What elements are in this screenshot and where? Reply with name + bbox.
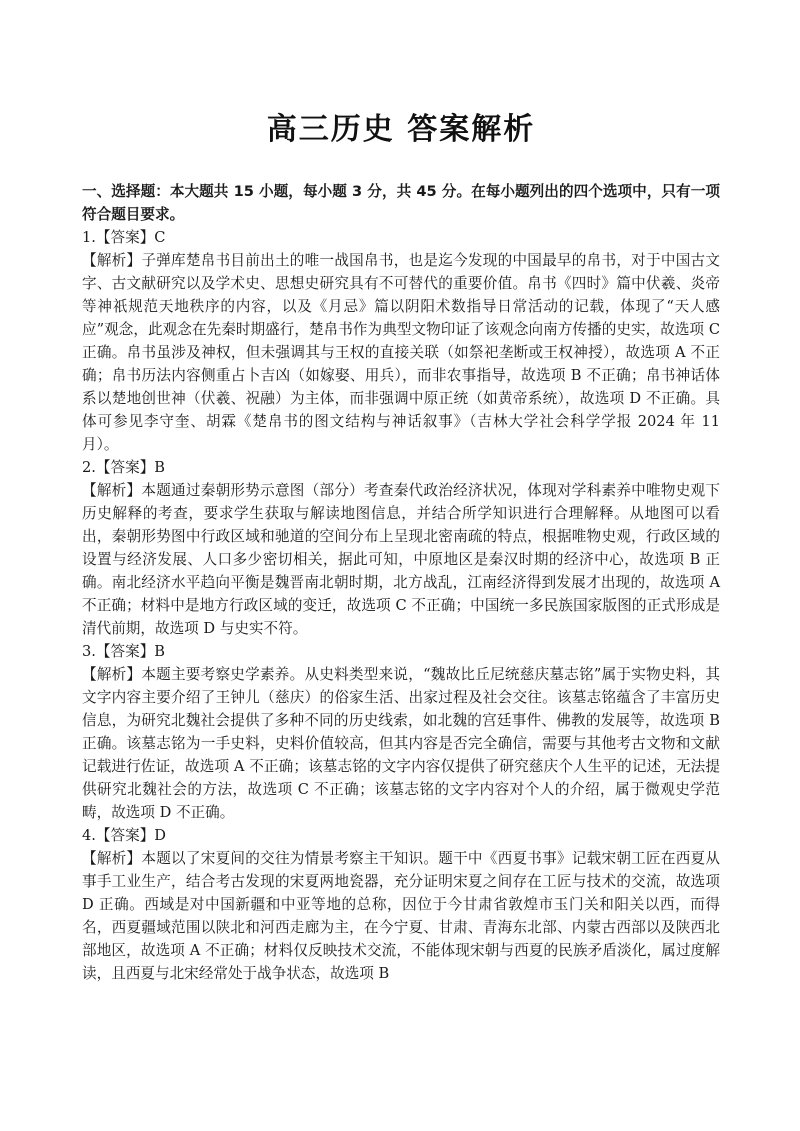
question-3-explanation: 【解析】本题主要考察史学素养。从史料类型来说，“魏故比丘尼统慈庆墓志铭”属于实物史料，其文字内容主要介绍了王钟儿（慈庆）的俗家生活、出家过程及社会交往。该墓志铭蕴含了丰富历史信息，为研究北魏社会提供了多种不同的历史线索，如北魏的宫廷事件、佛教的发展等，故选项 B 正确。该墓志铭为一手史料，史料价值较高，但其内容是否完全确信，需要与其他考古文物和文献记载进行佐证，故选项 A 不正确；该墓志铭的文字内容仅提供了研究慈庆个人生平的记述，无法提供研究北魏社会的方法，故选项 C 不正确；该墓志铭的文字内容对个人的介绍，属于微观史学范畴，故选项 D 不正确。	[82, 666, 720, 821]
question-4	[82, 824, 720, 985]
question-4-answer: 4.【答案】D	[82, 827, 166, 844]
page-title: 高三历史 答案解析	[266, 112, 536, 147]
answer-document	[82, 110, 720, 985]
question-1-explanation: 【解析】子弹库楚帛书目前出土的唯一战国帛书，也是迄今发现的中国最早的帛书，对于中国古文字、古文献研究以及学术史、思想史研究具有不可替代的重要价值。帛书《四时》篇中伏羲、炎帝等神祇规范天地秩序的内容，以及《月忌》篇以阴阳术数指导日常活动的记载，体现了“天人感应”观念，此观念在先秦时期盛行，楚帛书作为典型文物印证了该观念向南方传播的史实，故选项 C 正确。帛书虽涉及神权，但未强调其与王权的直接关联（如祭祀垄断或王权神授），故选项 A 不正确；帛书历法内容侧重占卜吉凶（如嫁娶、用兵），而非农事指导，故选项 B 不正确；帛书神话体系以楚地创世神（伏羲、祝融）为主体，而非强调中原正统（如黄帝系统），故选项 D 不正确。具体可参见李守奎、胡霖《楚帛书的图文结构与神话叙事》（吉林大学社会科学学报 2024 年 11 月）。	[82, 252, 720, 453]
question-1	[82, 226, 720, 456]
question-3-answer: 3.【答案】B	[82, 643, 166, 660]
question-3	[82, 640, 720, 824]
question-4-explanation: 【解析】本题以了宋夏间的交往为情景考察主干知识。题干中《西夏书事》记载宋朝工匠在西夏从事手工业生产，结合考古发现的宋夏两地瓷器，充分证明宋夏之间存在工匠与技术的交流，故选项 D 正确。西域是对中国新疆和中亚等地的总称，因位于今甘肃省敦煌市玉门关和阳关以西，而得名，西夏疆域范围以陕北和河西走廊为主，在今宁夏、甘肃、青海东北部、内蒙古西部以及陕西北部地区，故选项 A 不正确；材料仅反映技术交流，不能体现宋朝与西夏的民族矛盾淡化，属过度解读，且西夏与北宋经常处于战争状态，故选项 B	[82, 850, 720, 982]
question-2-explanation: 【解析】本题通过秦朝形势示意图（部分）考查秦代政治经济状况，体现对学科素养中唯物史观下历史解释的考查，要求学生获取与解读地图信息，并结合所学知识进行合理解释。从地图可以看出，秦朝形势图中行政区域和驰道的空间分布上呈现北密南疏的特点，根据唯物史观，行政区域的设置与经济发展、人口多少密切相关，据此可知，中原地区是秦汉时期的经济中心，故选项 B 正确。南北经济水平趋向平衡是魏晋南北朝时期，北方战乱，江南经济得到发展才出现的，故选项 A 不正确；材料中是地方行政区域的变迁，故选项 C 不正确；中国统一多民族国家版图的正式形成是清代前期，故选项 D 与史实不符。	[82, 482, 720, 637]
section-heading: 一、选择题：本大题共 15 小题，每小题 3 分，共 45 分。在每小题列出的四个选项中，只有一项符合题目要求。	[82, 183, 720, 223]
question-2-answer: 2.【答案】B	[82, 459, 166, 476]
question-1-answer: 1.【答案】C	[82, 229, 166, 246]
question-2	[82, 456, 720, 640]
